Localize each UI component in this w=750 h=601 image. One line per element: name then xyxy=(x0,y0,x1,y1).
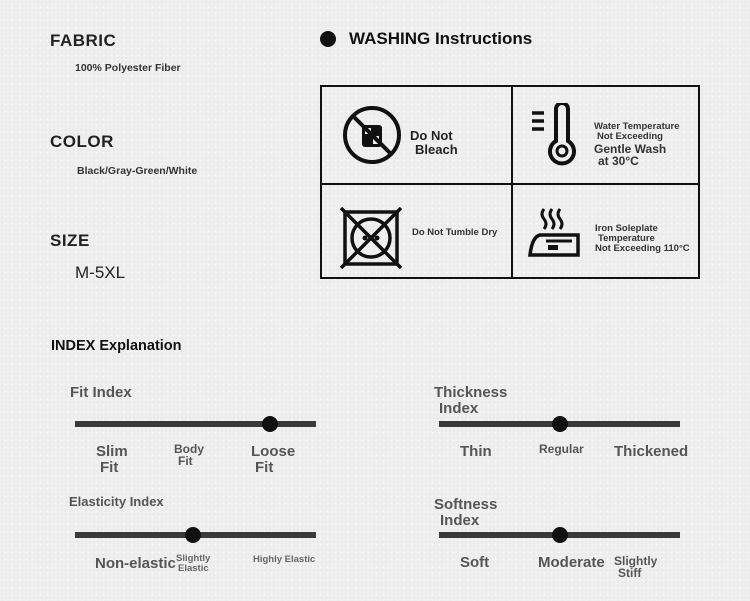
thickness-option-thin: Thin xyxy=(460,443,492,460)
softness-option-soft: Soft xyxy=(460,554,490,571)
softness-option-slightly-stiff: Slightly Stiff xyxy=(614,554,658,580)
grid-divider-vertical xyxy=(511,87,513,277)
size-title: SIZE xyxy=(50,231,90,250)
iron-icon xyxy=(528,205,588,263)
color-value: Black/Gray-Green/White xyxy=(77,165,198,177)
washing-title: WASHING Instructions xyxy=(349,29,533,48)
no-bleach-label: Do Not Bleach xyxy=(410,128,458,157)
fit-option-body: Body Fit xyxy=(174,442,204,468)
bullet-icon xyxy=(320,31,336,47)
index-title: INDEX Explanation xyxy=(51,338,182,354)
fit-index-title: Fit Index xyxy=(70,384,132,401)
no-tumble-dry-label: Do Not Tumble Dry xyxy=(412,227,498,238)
no-bleach-icon xyxy=(342,105,402,165)
washing-grid xyxy=(320,85,700,279)
fit-index-bar xyxy=(75,421,316,427)
softness-index-knob xyxy=(552,527,568,543)
thickness-index-title: Thickness Index xyxy=(434,384,508,417)
iron-label: Iron Soleplate Temperature Not Exceeding 110°C xyxy=(595,223,690,254)
color-title: COLOR xyxy=(50,132,114,151)
grid-divider-horizontal xyxy=(322,183,698,185)
no-tumble-dry-icon xyxy=(340,207,402,269)
elasticity-index-title: Elasticity Index xyxy=(69,494,164,509)
elasticity-index-knob xyxy=(185,527,201,543)
size-value: M-5XL xyxy=(75,263,126,282)
elasticity-option-non-elastic: Non-elastic xyxy=(95,555,176,572)
softness-option-moderate: Moderate xyxy=(538,554,605,571)
fit-option-loose: Loose Fit xyxy=(251,443,296,476)
fit-index-knob xyxy=(262,416,278,432)
thermometer-icon xyxy=(530,103,584,167)
fabric-value: 100% Polyester Fiber xyxy=(75,62,181,74)
wash-temp-label: Water Temperature Not Exceeding Gentle Wash at 30°C xyxy=(594,121,680,168)
softness-index-title: Softness Index xyxy=(434,496,498,529)
elasticity-option-highly: Highly Elastic xyxy=(253,554,316,565)
elasticity-option-slightly: Slightly Elastic xyxy=(176,553,211,574)
fabric-title: FABRIC xyxy=(50,31,117,50)
thickness-option-thickened: Thickened xyxy=(614,443,689,460)
thickness-index-knob xyxy=(552,416,568,432)
fit-option-slim: Slim Fit xyxy=(96,443,128,476)
thickness-option-regular: Regular xyxy=(539,442,584,456)
